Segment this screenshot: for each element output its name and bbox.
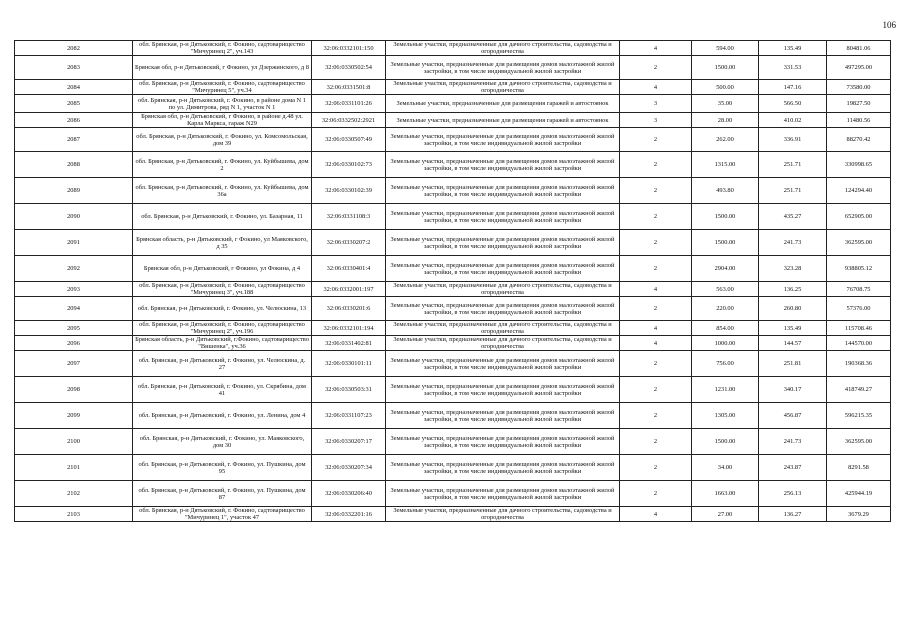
cadastral-number-cell: 32:06:0330507:49 (312, 128, 386, 152)
cadastral-number-cell: 32:06:0332201:16 (312, 507, 386, 522)
row-number: 2098 (15, 377, 133, 403)
area-cell: 2904.00 (692, 256, 759, 282)
table-row (15, 56, 891, 80)
cadastral-value-cell: 190368.36 (827, 351, 891, 377)
area-cell: 563.00 (692, 282, 759, 297)
group-cell: 4 (620, 321, 692, 336)
land-use-cell: Земельные участки, предназначенные для размещения домов малоэтажной жилой застройки, в том числе индивидуальной жилой застройки (386, 455, 620, 481)
area-cell: 34.00 (692, 455, 759, 481)
address-cell: обл. Брянская, р-н Дятьковский, г. Фокино, садтоварищество "Мичуринец 3", уч.188 (133, 282, 312, 297)
cadastral-value-cell: 76708.75 (827, 282, 891, 297)
table-row (15, 351, 891, 377)
land-use-cell: Земельные участки, предназначенные для размещения гаражей и автостоянок (386, 95, 620, 113)
group-cell: 2 (620, 230, 692, 256)
land-use-cell: Земельные участки, предназначенные для размещения домов малоэтажной жилой застройки, в том числе индивидуальной жилой застройки (386, 403, 620, 429)
cadastral-number-cell: 32:06:0332502:2921 (312, 113, 386, 128)
address-cell: Брянская обл, р-н Дятьковский, г Фокино, ул Фокина, д 4 (133, 256, 312, 282)
land-use-cell: Земельные участки, предназначенные для размещения домов малоэтажной жилой застройки, в том числе индивидуальной жилой застройки (386, 429, 620, 455)
cadastral-number-cell: 32:06:0330206:40 (312, 481, 386, 507)
address-cell: обл. Брянская, р-н Дятьковский, г. Фокино, в районе дома N 1 по ул. Димитрова, ряд N 1, участок N 1 (133, 95, 312, 113)
area-cell: 1000.00 (692, 336, 759, 351)
land-use-cell: Земельные участки, предназначенные для дачного строительства, садоводства и огородничества (386, 282, 620, 297)
specific-value-cell: 136.25 (759, 282, 827, 297)
specific-value-cell: 251.71 (759, 152, 827, 178)
group-cell: 2 (620, 455, 692, 481)
address-cell: обл. Брянская, р-н Дятьковский, г. Фокино, ул. Маяковского, дом 30 (133, 429, 312, 455)
group-cell: 2 (620, 256, 692, 282)
land-use-cell: Земельные участки, предназначенные для дачного строительства, садоводства и огородничества (386, 80, 620, 95)
land-use-cell: Земельные участки, предназначенные для размещения домов малоэтажной жилой застройки, в том числе индивидуальной жилой застройки (386, 128, 620, 152)
address-cell: Брянская обл, р-н Дятьковский, г Фокино, в районе д.48 ул. Карла Маркса, гараж N29 (133, 113, 312, 128)
area-cell: 1231.00 (692, 377, 759, 403)
table-row (15, 455, 891, 481)
address-cell: обл. Брянская, р-н Дятьковский, г. Фокино, ул. Куйбышева, дом 36а (133, 178, 312, 204)
cadastral-value-cell: 3679.29 (827, 507, 891, 522)
cadastral-number-cell: 32:06:0331108:3 (312, 204, 386, 230)
cadastral-number-cell: 32:06:0331101:26 (312, 95, 386, 113)
row-number: 2099 (15, 403, 133, 429)
land-use-cell: Земельные участки, предназначенные для размещения домов малоэтажной жилой застройки, в том числе индивидуальной жилой застройки (386, 204, 620, 230)
row-number: 2097 (15, 351, 133, 377)
address-cell: обл. Брянская, р-н Дятьковский, г. Фокино, садтоварищество "Мичуринец 1", участок 47 (133, 507, 312, 522)
cadastral-value-cell: 73580.00 (827, 80, 891, 95)
row-number: 2082 (15, 41, 133, 56)
area-cell: 1500.00 (692, 230, 759, 256)
specific-value-cell: 251.71 (759, 178, 827, 204)
row-number: 2086 (15, 113, 133, 128)
cadastral-value-cell: 144570.00 (827, 336, 891, 351)
area-cell: 27.00 (692, 507, 759, 522)
group-cell: 2 (620, 178, 692, 204)
cadastral-number-cell: 32:06:0330201:6 (312, 297, 386, 321)
land-use-cell: Земельные участки, предназначенные для размещения домов малоэтажной жилой застройки, в том числе индивидуальной жилой застройки (386, 351, 620, 377)
land-use-cell: Земельные участки, предназначенные для размещения гаражей и автостоянок (386, 113, 620, 128)
land-use-cell: Земельные участки, предназначенные для размещения домов малоэтажной жилой застройки, в том числе индивидуальной жилой застройки (386, 230, 620, 256)
page-number: 106 (882, 20, 896, 30)
row-number: 2089 (15, 178, 133, 204)
table-row (15, 321, 891, 336)
address-cell: обл. Брянская, р-н Дятьковский, г. Фокино, садтоварищество "Мичуринец 2", уч.196 (133, 321, 312, 336)
specific-value-cell: 144.57 (759, 336, 827, 351)
cadastral-number-cell: 32:06:0330502:54 (312, 56, 386, 80)
cadastral-value-cell: 88270.42 (827, 128, 891, 152)
row-number: 2102 (15, 481, 133, 507)
specific-value-cell: 566.50 (759, 95, 827, 113)
address-cell: обл. Брянская, р-н Дятьковский, г. Фокино, ул. Челюскина, д. 27 (133, 351, 312, 377)
group-cell: 2 (620, 128, 692, 152)
area-cell: 1315.00 (692, 152, 759, 178)
land-use-cell: Земельные участки, предназначенные для размещения домов малоэтажной жилой застройки, в том числе индивидуальной жилой застройки (386, 152, 620, 178)
table-row (15, 80, 891, 95)
row-number: 2100 (15, 429, 133, 455)
land-use-cell: Земельные участки, предназначенные для размещения домов малоэтажной жилой застройки, в том числе индивидуальной жилой застройки (386, 256, 620, 282)
table-row (15, 41, 891, 56)
table-row (15, 297, 891, 321)
cadastral-value-cell: 596215.35 (827, 403, 891, 429)
group-cell: 2 (620, 377, 692, 403)
land-use-cell: Земельные участки, предназначенные для дачного строительства, садоводства и огородничества (386, 507, 620, 522)
specific-value-cell: 136.27 (759, 507, 827, 522)
land-use-cell: Земельные участки, предназначенные для размещения домов малоэтажной жилой застройки, в том числе индивидуальной жилой застройки (386, 178, 620, 204)
cadastral-number-cell: 32:06:0330102:73 (312, 152, 386, 178)
cadastral-number-cell: 32:06:0330102:39 (312, 178, 386, 204)
address-cell: Брянская область, р-н Дятьковский, г Фокино, ул Маяковского, д 35 (133, 230, 312, 256)
table-body (15, 41, 891, 522)
land-use-cell: Земельные участки, предназначенные для дачного строительства, садоводства и огородничества (386, 41, 620, 56)
cadastral-value-cell: 362595.00 (827, 230, 891, 256)
row-number: 2088 (15, 152, 133, 178)
cadastral-number-cell: 32:06:0331107:23 (312, 403, 386, 429)
cadastral-number-cell: 32:06:0332101:150 (312, 41, 386, 56)
table-row (15, 507, 891, 522)
cadastral-number-cell: 32:06:0331501:8 (312, 80, 386, 95)
area-cell: 594.00 (692, 41, 759, 56)
row-number: 2094 (15, 297, 133, 321)
area-cell: 1663.00 (692, 481, 759, 507)
table-row (15, 429, 891, 455)
table-row (15, 152, 891, 178)
cadastral-number-cell: 32:06:0331402:81 (312, 336, 386, 351)
cadastral-value-cell: 330998.65 (827, 152, 891, 178)
group-cell: 4 (620, 41, 692, 56)
area-cell: 500.00 (692, 80, 759, 95)
group-cell: 4 (620, 80, 692, 95)
cadastral-value-cell: 497295.00 (827, 56, 891, 80)
cadastral-value-cell: 652905.00 (827, 204, 891, 230)
group-cell: 4 (620, 336, 692, 351)
area-cell: 1305.00 (692, 403, 759, 429)
group-cell: 4 (620, 282, 692, 297)
cadastral-value-cell: 11480.56 (827, 113, 891, 128)
address-cell: обл. Брянская, р-н Дятьковский, г. Фокино, ул. Комсомольская, дом 39 (133, 128, 312, 152)
row-number: 2083 (15, 56, 133, 80)
cadastral-value-cell: 362595.00 (827, 429, 891, 455)
specific-value-cell: 135.49 (759, 321, 827, 336)
address-cell: обл. Брянская, р-н Дятьковский, г. Фокино, садтоварищество "Мичуринец 5", уч.34 (133, 80, 312, 95)
specific-value-cell: 435.27 (759, 204, 827, 230)
table-row (15, 336, 891, 351)
row-number: 2092 (15, 256, 133, 282)
address-cell: обл. Брянская, р-н Дятьковский, г. Фокино, ул. Ленина, дом 4 (133, 403, 312, 429)
cadastral-number-cell: 32:06:0330207:34 (312, 455, 386, 481)
specific-value-cell: 241.73 (759, 429, 827, 455)
cadastral-value-cell: 8291.58 (827, 455, 891, 481)
cadastral-number-cell: 32:06:0332101:194 (312, 321, 386, 336)
group-cell: 4 (620, 507, 692, 522)
land-use-cell: Земельные участки, предназначенные для размещения домов малоэтажной жилой застройки, в том числе индивидуальной жилой застройки (386, 297, 620, 321)
area-cell: 35.00 (692, 95, 759, 113)
row-number: 2084 (15, 80, 133, 95)
land-use-cell: Земельные участки, предназначенные для размещения домов малоэтажной жилой застройки, в том числе индивидуальной жилой застройки (386, 56, 620, 80)
specific-value-cell: 260.80 (759, 297, 827, 321)
cadastral-value-cell: 80481.06 (827, 41, 891, 56)
row-number: 2093 (15, 282, 133, 297)
address-cell: Брянская область, р-н Дятьковский, г.Фокино, садтоварищество "Вишенка", уч.36 (133, 336, 312, 351)
land-use-cell: Земельные участки, предназначенные для дачного строительства, садоводства и огородничества (386, 321, 620, 336)
group-cell: 2 (620, 403, 692, 429)
area-cell: 220.00 (692, 297, 759, 321)
land-use-cell: Земельные участки, предназначенные для размещения домов малоэтажной жилой застройки, в том числе индивидуальной жилой застройки (386, 377, 620, 403)
table-row (15, 113, 891, 128)
row-number: 2101 (15, 455, 133, 481)
table-row (15, 377, 891, 403)
group-cell: 3 (620, 113, 692, 128)
specific-value-cell: 331.53 (759, 56, 827, 80)
cadastral-value-cell: 425944.19 (827, 481, 891, 507)
area-cell: 493.80 (692, 178, 759, 204)
address-cell: обл. Брянская, р-н Дятьковский, г. Фокино, ул. Базарная, 11 (133, 204, 312, 230)
address-cell: Брянская обл, р-н Дятьковский, г Фокино, ул Дзержинского, д 8 (133, 56, 312, 80)
area-cell: 1500.00 (692, 204, 759, 230)
cadastral-value-cell: 418749.27 (827, 377, 891, 403)
row-number: 2096 (15, 336, 133, 351)
group-cell: 3 (620, 95, 692, 113)
table-row (15, 178, 891, 204)
cadastral-value-cell: 19827.50 (827, 95, 891, 113)
cadastral-number-cell: 32:06:0330503:31 (312, 377, 386, 403)
table-row (15, 95, 891, 113)
land-use-cell: Земельные участки, предназначенные для дачного строительства, садоводства и огородничества (386, 336, 620, 351)
cadastral-number-cell: 32:06:0330101:11 (312, 351, 386, 377)
table-row (15, 256, 891, 282)
table-row (15, 204, 891, 230)
specific-value-cell: 135.49 (759, 41, 827, 56)
group-cell: 2 (620, 481, 692, 507)
address-cell: обл. Брянская, р-н Дятьковский, г. Фокино, садтоварищество "Мичуринец 2", уч.143 (133, 41, 312, 56)
row-number: 2091 (15, 230, 133, 256)
group-cell: 2 (620, 56, 692, 80)
specific-value-cell: 256.13 (759, 481, 827, 507)
cadastral-number-cell: 32:06:0330401:4 (312, 256, 386, 282)
row-number: 2103 (15, 507, 133, 522)
specific-value-cell: 323.28 (759, 256, 827, 282)
address-cell: обл. Брянская, р-н Дятьковский, г. Фокино, ул. Пушкина, дом 87 (133, 481, 312, 507)
table-row (15, 403, 891, 429)
area-cell: 1500.00 (692, 56, 759, 80)
area-cell: 854.00 (692, 321, 759, 336)
specific-value-cell: 147.16 (759, 80, 827, 95)
row-number: 2087 (15, 128, 133, 152)
specific-value-cell: 340.17 (759, 377, 827, 403)
group-cell: 2 (620, 297, 692, 321)
row-number: 2090 (15, 204, 133, 230)
address-cell: обл. Брянская, р-н Дятьковский, г. Фокино, ул. Пушкина, дом 95 (133, 455, 312, 481)
specific-value-cell: 456.87 (759, 403, 827, 429)
specific-value-cell: 410.02 (759, 113, 827, 128)
table-row (15, 230, 891, 256)
cadastral-value-cell: 57376.00 (827, 297, 891, 321)
address-cell: обл. Брянская, р-н Дятьковский, г. Фокино, ул. Куйбышева, дом 2 (133, 152, 312, 178)
cadastral-value-cell: 938805.12 (827, 256, 891, 282)
cadastral-number-cell: 32:06:0330207:2 (312, 230, 386, 256)
group-cell: 2 (620, 204, 692, 230)
cadastral-value-table (14, 40, 891, 522)
area-cell: 756.00 (692, 351, 759, 377)
table-row (15, 282, 891, 297)
table-row (15, 481, 891, 507)
address-cell: обл. Брянская, р-н Дятьковский, г. Фокино, ул. Скрябина, дом 41 (133, 377, 312, 403)
land-use-cell: Земельные участки, предназначенные для размещения домов малоэтажной жилой застройки, в том числе индивидуальной жилой застройки (386, 481, 620, 507)
area-cell: 262.00 (692, 128, 759, 152)
group-cell: 2 (620, 351, 692, 377)
specific-value-cell: 241.73 (759, 230, 827, 256)
cadastral-number-cell: 32:06:0330207:17 (312, 429, 386, 455)
area-cell: 28.00 (692, 113, 759, 128)
group-cell: 2 (620, 152, 692, 178)
table-row (15, 128, 891, 152)
area-cell: 1500.00 (692, 429, 759, 455)
specific-value-cell: 243.87 (759, 455, 827, 481)
specific-value-cell: 336.91 (759, 128, 827, 152)
cadastral-value-cell: 124294.40 (827, 178, 891, 204)
row-number: 2085 (15, 95, 133, 113)
row-number: 2095 (15, 321, 133, 336)
cadastral-value-cell: 115708.46 (827, 321, 891, 336)
address-cell: обл. Брянская, р-н Дятьковский, г. Фокино, ул. Челюскина, 13 (133, 297, 312, 321)
specific-value-cell: 251.81 (759, 351, 827, 377)
group-cell: 2 (620, 429, 692, 455)
cadastral-number-cell: 32:06:0332001:197 (312, 282, 386, 297)
